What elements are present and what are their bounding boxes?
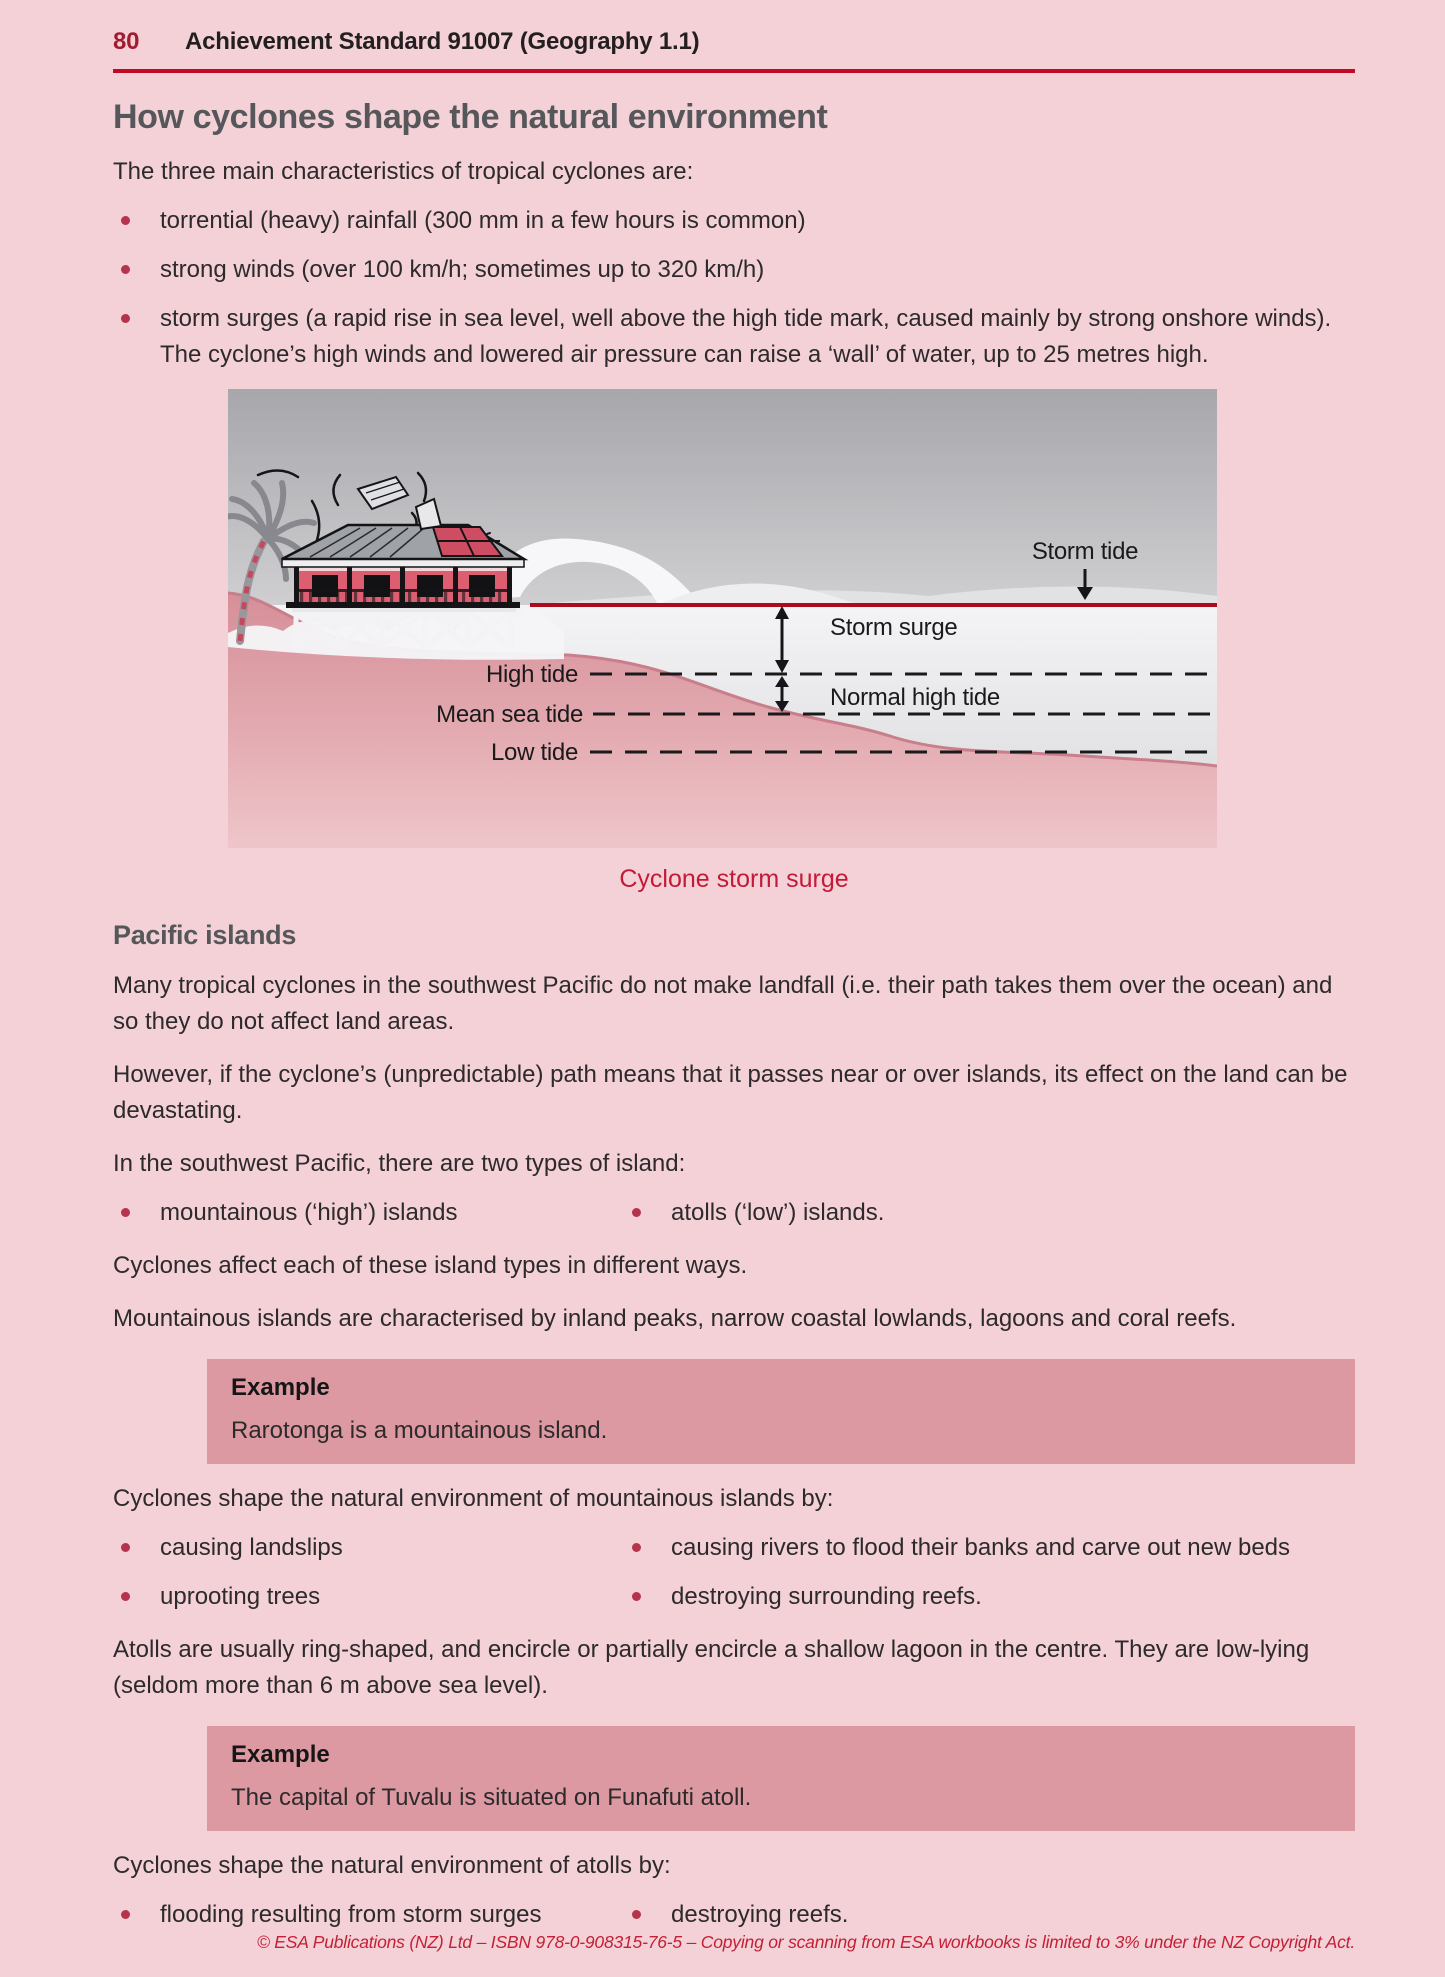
bullet-icon (121, 1208, 130, 1217)
atoll-effects-columns (113, 1884, 1355, 1933)
column-left (113, 1517, 624, 1615)
mountainous-effects-columns (113, 1517, 1355, 1615)
list-item (113, 1897, 624, 1933)
example-text: The capital of Tuvalu is situated on Funafuti atoll. (231, 1784, 752, 1812)
section-heading-cyclones: How cyclones shape the natural environment (113, 98, 828, 136)
list-item-text: torrential (heavy) rainfall (300 mm in a few hours is common) (160, 207, 806, 235)
list-item (113, 301, 1355, 373)
normal-high-tide-label: Normal high tide (830, 684, 1000, 712)
list-item-text: atolls (‘low’) islands. (671, 1199, 885, 1227)
paragraph: However, if the cyclone’s (unpredictable) path means that it passes near or over islands, its effect on the land can be devastating. (113, 1061, 1348, 1125)
intro-paragraph: The three main characteristics of tropical cyclones are: (113, 158, 694, 186)
paragraph: Mountainous islands are characterised by inland peaks, narrow coastal lowlands, lagoons and coral reefs. (113, 1305, 1237, 1333)
bullet-icon (632, 1910, 641, 1919)
list-item (113, 203, 1355, 239)
bullet-icon (632, 1208, 641, 1217)
low-tide-label: Low tide (491, 739, 578, 767)
storm-surge-figure (228, 389, 1217, 848)
section-heading-pacific: Pacific islands (113, 920, 297, 951)
list-item-text: destroying surrounding reefs. (671, 1583, 982, 1611)
list-item (113, 1530, 624, 1566)
example-text: Rarotonga is a mountainous island. (231, 1417, 608, 1445)
high-tide-label: High tide (485, 661, 578, 689)
paragraph: Cyclones affect each of these island types in different ways. (113, 1252, 748, 1280)
storm-surge-diagram (228, 389, 1217, 848)
bullet-icon (121, 1910, 130, 1919)
list-item-text: destroying reefs. (671, 1901, 849, 1929)
bullet-icon (632, 1592, 641, 1601)
page-header (113, 0, 1355, 56)
storm-tide-line (530, 603, 1217, 607)
island-type-list (624, 1195, 1355, 1231)
column-right (624, 1182, 1355, 1231)
effects-list (624, 1897, 1355, 1933)
bullet-icon (632, 1543, 641, 1552)
column-left (113, 1182, 624, 1231)
example-title: Example (231, 1374, 330, 1402)
storm-tide-label: Storm tide (1031, 538, 1139, 566)
paragraph: Cyclones shape the natural environment of mountainous islands by: (113, 1485, 834, 1513)
island-types-columns (113, 1182, 1355, 1231)
bullet-icon (121, 216, 130, 225)
page-number: 80 (113, 28, 140, 55)
list-item-text: uprooting trees (160, 1583, 321, 1611)
list-item (624, 1530, 1355, 1566)
cyclone-characteristics-list (113, 203, 1355, 373)
effects-list (113, 1530, 624, 1615)
header-rule (113, 69, 1355, 73)
list-item (113, 1195, 624, 1231)
bullet-icon (121, 1543, 130, 1552)
paragraph: Cyclones shape the natural environment of atolls by: (113, 1852, 671, 1880)
list-item-text: causing rivers to flood their banks and carve out new beds (671, 1534, 1291, 1562)
mean-sea-tide-label: Mean sea tide (436, 701, 583, 729)
effects-list (113, 1897, 624, 1933)
island-type-list (113, 1195, 624, 1231)
column-right (624, 1517, 1355, 1615)
bullet-icon (121, 265, 130, 274)
standard-title: Achievement Standard 91007 (Geography 1.1) (185, 28, 700, 55)
list-item-text: storm surges (a rapid rise in sea level, well above the high tide mark, caused mainly by strong onshore winds). The cyclone’s high winds and lowered air pressure can raise a ‘wall’ of water, up to 25 metres high. (160, 305, 1332, 369)
list-item (624, 1579, 1355, 1615)
page-content (113, 0, 1355, 1933)
paragraph: Atolls are usually ring-shaped, and encircle or partially encircle a shallow lagoon in the centre. They are low-lying (seldom more than 6 m above sea level). (113, 1636, 1310, 1700)
effects-list (624, 1530, 1355, 1615)
list-item-text: causing landslips (160, 1534, 343, 1562)
example-box-mountainous (207, 1359, 1355, 1464)
list-item-text: flooding resulting from storm surges (160, 1901, 542, 1929)
list-item (113, 252, 1355, 288)
column-left (113, 1884, 624, 1933)
copyright-footer: © ESA Publications (NZ) Ltd – ISBN 978-0-908315-76-5 – Copying or scanning from ESA workbooks is limited to 3% under the NZ Copyright Act. (256, 1932, 1355, 1952)
list-item-text: mountainous (‘high’) islands (160, 1199, 458, 1227)
paragraph: Many tropical cyclones in the southwest Pacific do not make landfall (i.e. their path takes them over the ocean) and so they do not affect land areas. (113, 972, 1333, 1036)
list-item (113, 1579, 624, 1615)
list-item (624, 1897, 1355, 1933)
paragraph: In the southwest Pacific, there are two types of island: (113, 1150, 686, 1178)
example-box-atoll (207, 1726, 1355, 1831)
bullet-icon (121, 314, 130, 323)
list-item (624, 1195, 1355, 1231)
example-title: Example (231, 1741, 330, 1769)
storm-surge-label: Storm surge (830, 614, 958, 642)
list-item-text: strong winds (over 100 km/h; sometimes up to 320 km/h) (160, 256, 765, 284)
figure-caption: Cyclone storm surge (619, 865, 849, 894)
bullet-icon (121, 1592, 130, 1601)
column-right (624, 1884, 1355, 1933)
